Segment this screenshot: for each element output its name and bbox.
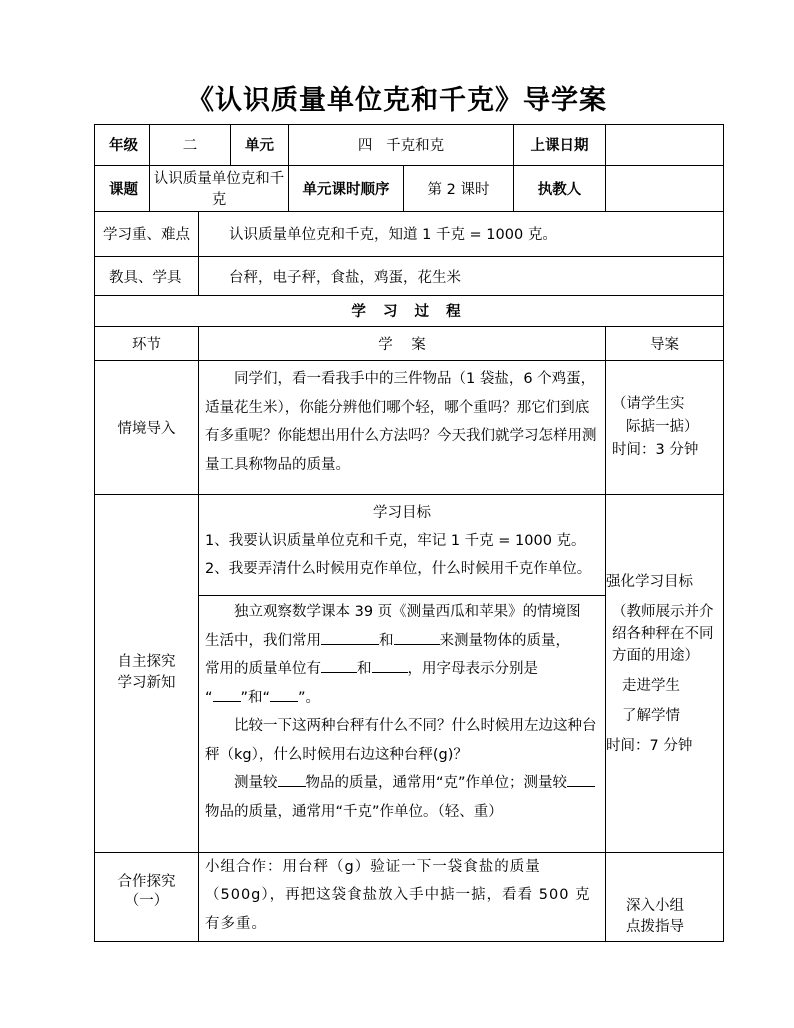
tools-label: 教具、学具 xyxy=(95,256,199,296)
exercise-line-3 xyxy=(205,655,599,684)
section2-stage-2: 学习新知 xyxy=(117,675,176,692)
section2-guide-4: 了解学情 xyxy=(622,707,681,724)
topic-label: 课题 xyxy=(95,165,150,212)
section2-guide-1: 强化学习目标 xyxy=(606,573,694,590)
section2-guide-2: （教师展示并介绍各种秤在不同方面的用途） xyxy=(612,603,714,664)
section2-guide-3: 走进学生 xyxy=(622,677,681,694)
goal-2: 2、我要弄清什么时候用克作单位，什么时候用千克作单位。 xyxy=(205,560,592,577)
date-label: 上课日期 xyxy=(514,125,606,166)
text-fragment: 和 xyxy=(379,632,394,649)
goal-title: 学习目标 xyxy=(373,504,431,521)
blank-field[interactable] xyxy=(278,772,306,787)
section3-text: 小组合作：用台秤（g）验证一下一袋食盐的质量（500g），再把这袋食盐放入手中掂一掂，看看 500 克有多重。 xyxy=(205,858,591,932)
exercise-intro: 独立观察数学课本 39 页《测量西瓜和苹果》的情境图 xyxy=(234,604,581,621)
text-fragment: 来测量物体的质量， xyxy=(439,632,570,649)
date-value[interactable] xyxy=(606,125,724,166)
text-fragment: 和 xyxy=(357,661,372,678)
text-fragment: 物品的质量，通常用“克”作单位；测量较 xyxy=(305,775,568,792)
page-title: 《认识质量单位克和千克》导学案 xyxy=(187,85,607,116)
blank-field[interactable] xyxy=(321,658,357,673)
grade-label: 年级 xyxy=(95,125,150,166)
section1-text: 同学们，看一看我手中的三件物品（1 袋盐，6 个鸡蛋，适量花生米），你能分辨他们哪个轻，哪个重吗？那它们到底有多重呢？你能想出用什么方法吗？今天我们就学习怎样用测量工具称物品的质量。 xyxy=(205,371,597,473)
blank-field[interactable] xyxy=(372,658,408,673)
text-fragment: ，用字母表示分别是 xyxy=(407,661,538,678)
section1-stage: 情境导入 xyxy=(95,361,199,495)
blank-field[interactable] xyxy=(213,687,241,702)
col-stage-header: 环节 xyxy=(95,326,199,360)
section2-guide-5: 时间：7 分钟 xyxy=(606,737,693,754)
section1-guide-3: 时间：3 分钟 xyxy=(612,442,699,459)
key-label: 学习重、难点 xyxy=(95,212,199,257)
text-fragment: 生活中，我们常用 xyxy=(205,632,321,649)
col-guide-header: 导案 xyxy=(606,326,724,360)
text-fragment: 测量较 xyxy=(234,775,278,792)
process-heading: 学 习 过 程 xyxy=(95,296,724,326)
section1-guide-2: 际掂一掂） xyxy=(626,419,699,436)
text-fragment: ”。 xyxy=(298,689,321,706)
teacher-label: 执教人 xyxy=(514,165,606,212)
unit-value: 四 千克和克 xyxy=(289,125,514,166)
section3-stage-1: 合作探究 xyxy=(117,873,176,890)
unit-label: 单元 xyxy=(231,125,289,166)
section3-guide-2: 点拨指导 xyxy=(626,919,685,935)
exercise-compare: 比较一下这两种台秤有什么不同？什么时候用左边这种台秤（kg），什么时候用右边这种台秤(g)？ xyxy=(205,718,597,763)
text-fragment: 常用的质量单位有 xyxy=(205,661,321,678)
exercise-line-4 xyxy=(205,684,599,713)
section1-guide-1: （请学生实 xyxy=(612,396,685,413)
section3-stage-2: （一） xyxy=(124,892,169,909)
section2-stage-1: 自主探究 xyxy=(117,654,176,671)
order-label: 单元课时顺序 xyxy=(289,165,404,212)
key-value: 认识质量单位克和千克，知道 1 千克 = 1000 克。 xyxy=(199,212,724,257)
blank-field[interactable] xyxy=(394,630,440,645)
teacher-value[interactable] xyxy=(606,165,724,212)
text-fragment: ”和“ xyxy=(240,689,271,706)
text-fragment: 物品的质量，通常用“千克”作单位。（轻、重） xyxy=(205,803,503,820)
blank-field[interactable] xyxy=(321,630,379,645)
grade-value: 二 xyxy=(150,125,231,166)
col-plan-header: 学 案 xyxy=(199,326,606,360)
lesson-plan-table xyxy=(94,124,724,942)
text-fragment: “ xyxy=(205,689,213,706)
goal-1: 1、我要认识质量单位克和千克，牢记 1 千克 = 1000 克。 xyxy=(205,532,586,549)
order-value: 第 2 课时 xyxy=(404,165,514,212)
exercise-line-6 xyxy=(205,769,599,826)
section3-guide-1: 深入小组 xyxy=(626,898,685,914)
blank-field[interactable] xyxy=(270,687,298,702)
exercise-line-2 xyxy=(205,627,599,656)
topic-value: 认识质量单位克和千克 xyxy=(150,165,289,212)
tools-value: 台秤，电子秤，食盐，鸡蛋，花生米 xyxy=(199,256,724,296)
blank-field[interactable] xyxy=(567,772,595,787)
